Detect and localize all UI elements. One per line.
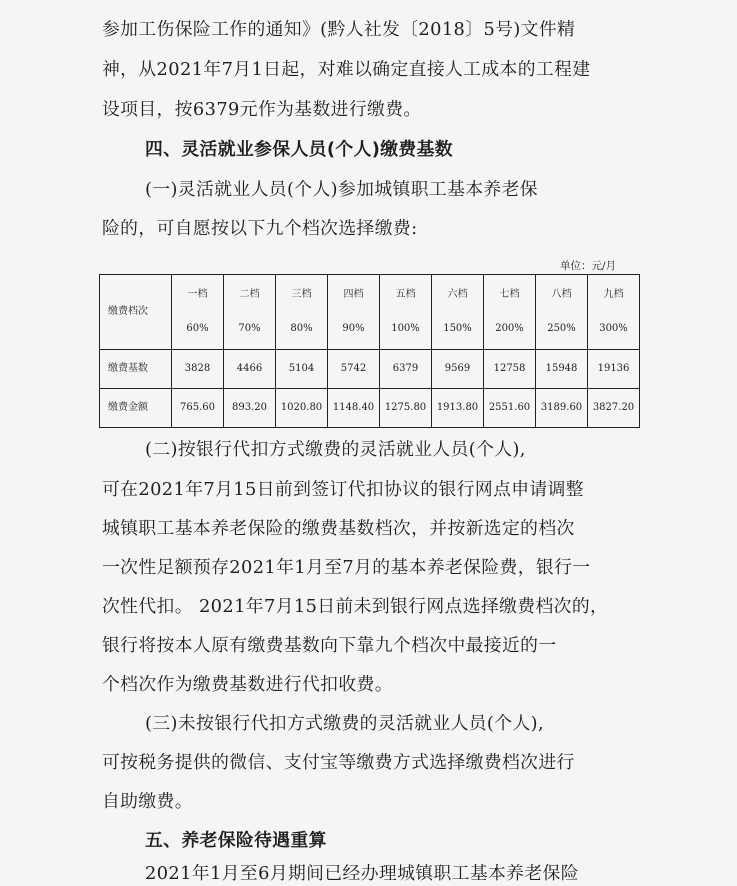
paragraph-line: 设项目，按6379元作为基数进行缴费。 — [102, 99, 422, 120]
tier-percent: 300% — [599, 323, 628, 334]
tier-percent: 70% — [238, 323, 261, 334]
amount-cell: 1913.80 — [432, 389, 484, 428]
paragraph-line: 参加工伤保险工作的通知》(黔人社发〔2018〕5号)文件精 — [102, 19, 576, 40]
tier-name: 四档 — [343, 289, 364, 300]
paragraph-line: 自助缴费。 — [102, 791, 193, 812]
base-cell: 19136 — [588, 350, 640, 389]
tier-cell — [484, 275, 536, 350]
paragraph-line: 城镇职工基本养老保险的缴费基数档次，并按新选定的档次 — [102, 518, 575, 539]
amount-cell: 1275.80 — [380, 389, 432, 428]
table-row — [100, 350, 640, 389]
row-header: 缴费档次 — [100, 275, 172, 350]
base-cell: 9569 — [432, 350, 484, 389]
section-heading: 五、养老保险待遇重算 — [145, 830, 327, 851]
tier-name: 六档 — [447, 289, 468, 300]
tier-name: 九档 — [603, 289, 624, 300]
base-cell: 12758 — [484, 350, 536, 389]
amount-cell: 1148.40 — [328, 389, 380, 428]
tier-name: 八档 — [551, 289, 572, 300]
tier-cell — [380, 275, 432, 350]
section-heading: 四、灵活就业参保人员(个人)缴费基数 — [145, 139, 453, 160]
tier-cell — [276, 275, 328, 350]
contribution-table — [99, 274, 640, 428]
tier-cell — [224, 275, 276, 350]
tier-cell — [536, 275, 588, 350]
amount-cell: 1020.80 — [276, 389, 328, 428]
table-row — [100, 389, 640, 428]
tier-percent: 200% — [495, 323, 524, 334]
amount-cell: 2551.60 — [484, 389, 536, 428]
tier-percent: 60% — [186, 323, 209, 334]
tier-name: 三档 — [291, 289, 312, 300]
tier-percent: 90% — [342, 323, 365, 334]
tier-cell — [432, 275, 484, 350]
tier-percent: 100% — [391, 323, 420, 334]
amount-cell: 3827.20 — [588, 389, 640, 428]
tier-cell — [172, 275, 224, 350]
base-cell: 15948 — [536, 350, 588, 389]
tier-percent: 80% — [290, 323, 313, 334]
paragraph-line: (三)未按银行代扣方式缴费的灵活就业人员(个人), — [145, 713, 545, 734]
paragraph-line: 次性代扣。 2021年7月15日前未到银行网点选择缴费档次的， — [102, 596, 609, 617]
tier-cell — [328, 275, 380, 350]
paragraph-line: 神，从2021年7月1日起，对难以确定直接人工成本的工程建 — [102, 59, 591, 80]
paragraph-line: (一)灵活就业人员(个人)参加城镇职工基本养老保 — [145, 179, 538, 200]
tier-percent: 150% — [443, 323, 472, 334]
tier-name: 五档 — [395, 289, 416, 300]
amount-cell: 765.60 — [172, 389, 224, 428]
paragraph-line: 可按税务提供的微信、支付宝等缴费方式选择缴费档次进行 — [102, 752, 575, 773]
tier-cell — [588, 275, 640, 350]
paragraph-line: 2021年1月至6月期间已经办理城镇职工基本养老保险 — [145, 863, 579, 884]
paragraph-line: 银行将按本人原有缴费基数向下靠九个档次中最接近的一 — [102, 635, 557, 656]
amount-cell: 893.20 — [224, 389, 276, 428]
tier-name: 一档 — [187, 289, 208, 300]
unit-label: 单位：元/月 — [560, 260, 617, 272]
table-row — [100, 275, 640, 350]
base-cell: 4466 — [224, 350, 276, 389]
tier-name: 七档 — [499, 289, 520, 300]
amount-cell: 3189.60 — [536, 389, 588, 428]
base-cell: 6379 — [380, 350, 432, 389]
paragraph-line: 险的，可自愿按以下九个档次选择缴费: — [102, 218, 418, 239]
base-cell: 5104 — [276, 350, 328, 389]
base-cell: 3828 — [172, 350, 224, 389]
row-header: 缴费基数 — [100, 350, 172, 389]
row-header: 缴费金额 — [100, 389, 172, 428]
tier-name: 二档 — [239, 289, 260, 300]
paragraph-line: (二)按银行代扣方式缴费的灵活就业人员(个人), — [145, 439, 526, 460]
base-cell: 5742 — [328, 350, 380, 389]
tier-percent: 250% — [547, 323, 576, 334]
paragraph-line: 个档次作为缴费基数进行代扣收费。 — [102, 674, 393, 695]
paragraph-line: 一次性足额预存2021年1月至7月的基本养老保险费，银行一 — [102, 557, 591, 578]
paragraph-line: 可在2021年7月15日前到签订代扣协议的银行网点申请调整 — [102, 479, 584, 500]
